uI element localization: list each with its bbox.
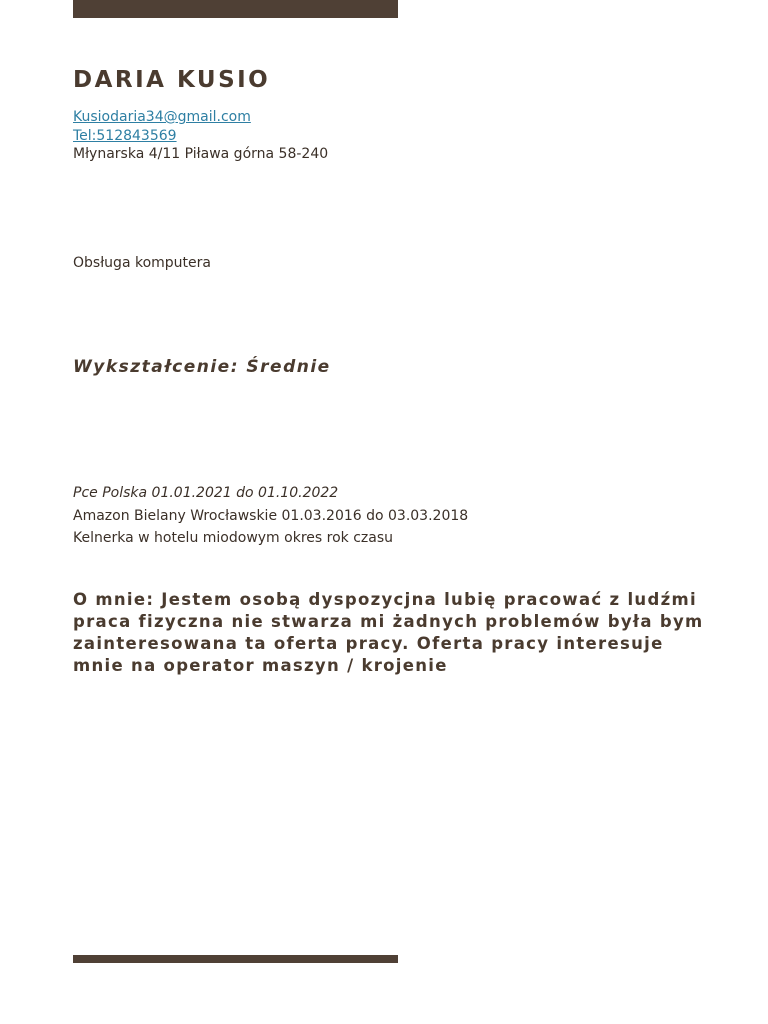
bottom-decorative-bar — [73, 955, 398, 963]
candidate-name: DARIA KUSIO — [73, 67, 271, 93]
contact-block — [73, 108, 328, 164]
experience-item: Amazon Bielany Wrocławskie 01.03.2016 do 03.03.2018 — [73, 508, 469, 524]
about-me-text: O mnie: Jestem osobą dyspozycjna lubię pracować z ludźmi praca fizyczna nie stwarza mi żadnych problemów była bym zainteresowana ta oferta pracy. Oferta pracy interesuje mnie na operator maszyn / krojenie — [73, 590, 704, 675]
experience-item: Pce Polska 01.01.2021 do 01.10.2022 — [73, 485, 339, 501]
email-link[interactable]: Kusiodaria34@gmail.com — [73, 109, 251, 125]
education-heading: Wykształcenie: Średnie — [73, 357, 331, 377]
skill-item: Obsługa komputera — [73, 255, 211, 271]
top-decorative-bar — [73, 0, 398, 18]
address-text: Młynarska 4/11 Piława górna 58-240 — [73, 146, 329, 162]
experience-item: Kelnerka w hotelu miodowym okres rok czasu — [73, 530, 393, 546]
phone-link[interactable]: Tel:512843569 — [73, 127, 177, 144]
